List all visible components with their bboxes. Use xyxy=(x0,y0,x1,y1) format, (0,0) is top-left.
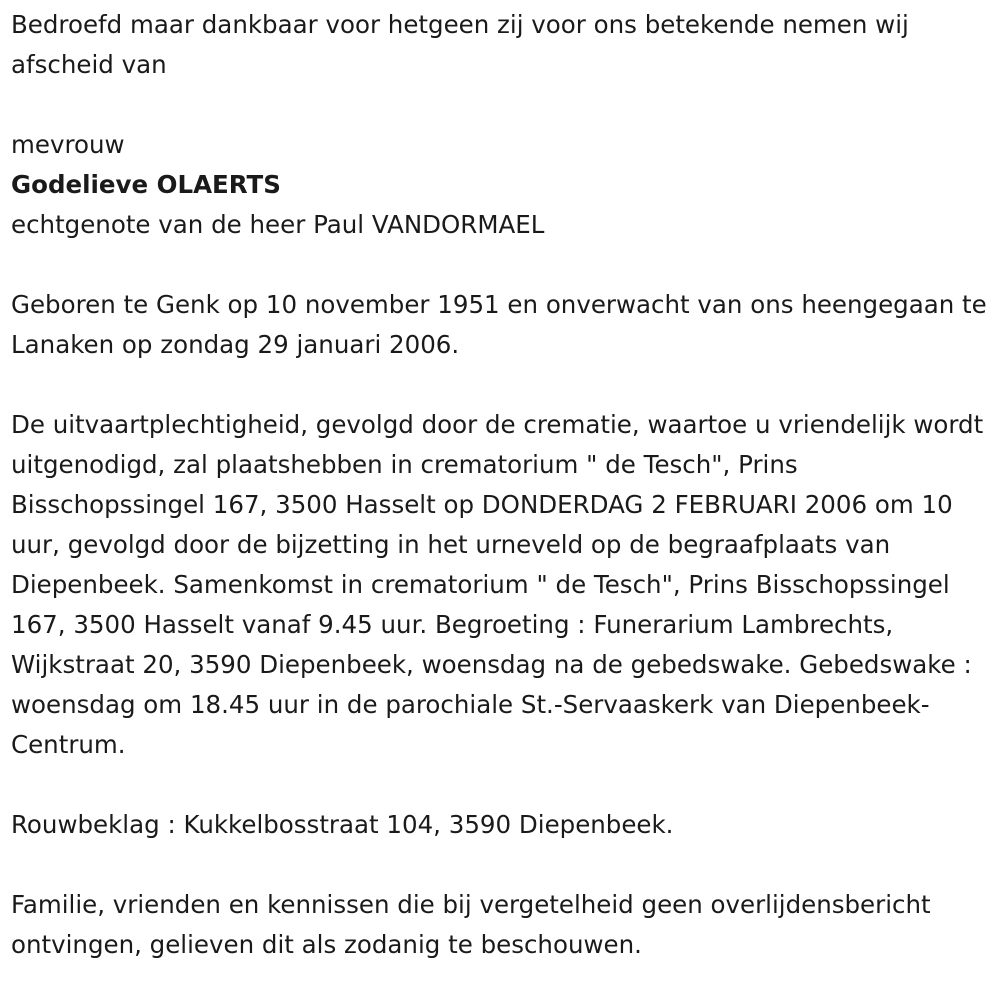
spacer xyxy=(11,845,996,885)
salutation: mevrouw xyxy=(11,130,125,159)
intro-paragraph: Bedroefd maar dankbaar voor hetgeen zij voor ons betekende nemen wij afscheid van xyxy=(11,10,917,79)
spacer xyxy=(11,245,996,285)
closing-paragraph: Familie, vrienden en kennissen die bij vergetelheid geen overlijdensbericht ontvingen, gelieven dit als zodanig te beschouwen. xyxy=(11,890,939,959)
spouse-line: echtgenote van de heer Paul VANDORMAEL xyxy=(11,210,545,239)
spacer xyxy=(11,85,996,125)
ceremony-paragraph: De uitvaartplechtigheid, gevolgd door de crematie, waartoe u vriendelijk wordt uitgenodigd, zal plaatshebben in crematorium " de Tesch", Prins Bisschopssingel 167, 3500 Hasselt op DONDERDAG 2 FEBRUARI 2006 om 10 uur, gevolgd door de bijzetting in het urneveld op de begraafplaats van Diepenbeek. Samenkomst in crematorium " de Tesch", Prins Bisschopssingel 167, 3500 Hasselt vanaf 9.45 uur. Begroeting : Funerarium Lambrechts, Wijkstraat 20, 3590 Diepenbeek, woensdag na de gebedswake. Gebedswake : woensdag om 18.45 uur in de parochiale St.-Servaaskerk van Diepenbeek-Centrum. xyxy=(11,410,991,759)
birth-death-paragraph: Geboren te Genk op 10 november 1951 en onverwacht van ons heengegaan te Lanaken op zondag 29 januari 2006. xyxy=(11,290,995,359)
obituary-notice xyxy=(11,5,996,965)
condolence-address: Rouwbeklag : Kukkelbosstraat 104, 3590 Diepenbeek. xyxy=(11,810,674,839)
deceased-name: Godelieve OLAERTS xyxy=(11,170,281,199)
spacer xyxy=(11,765,996,805)
spacer xyxy=(11,365,996,405)
